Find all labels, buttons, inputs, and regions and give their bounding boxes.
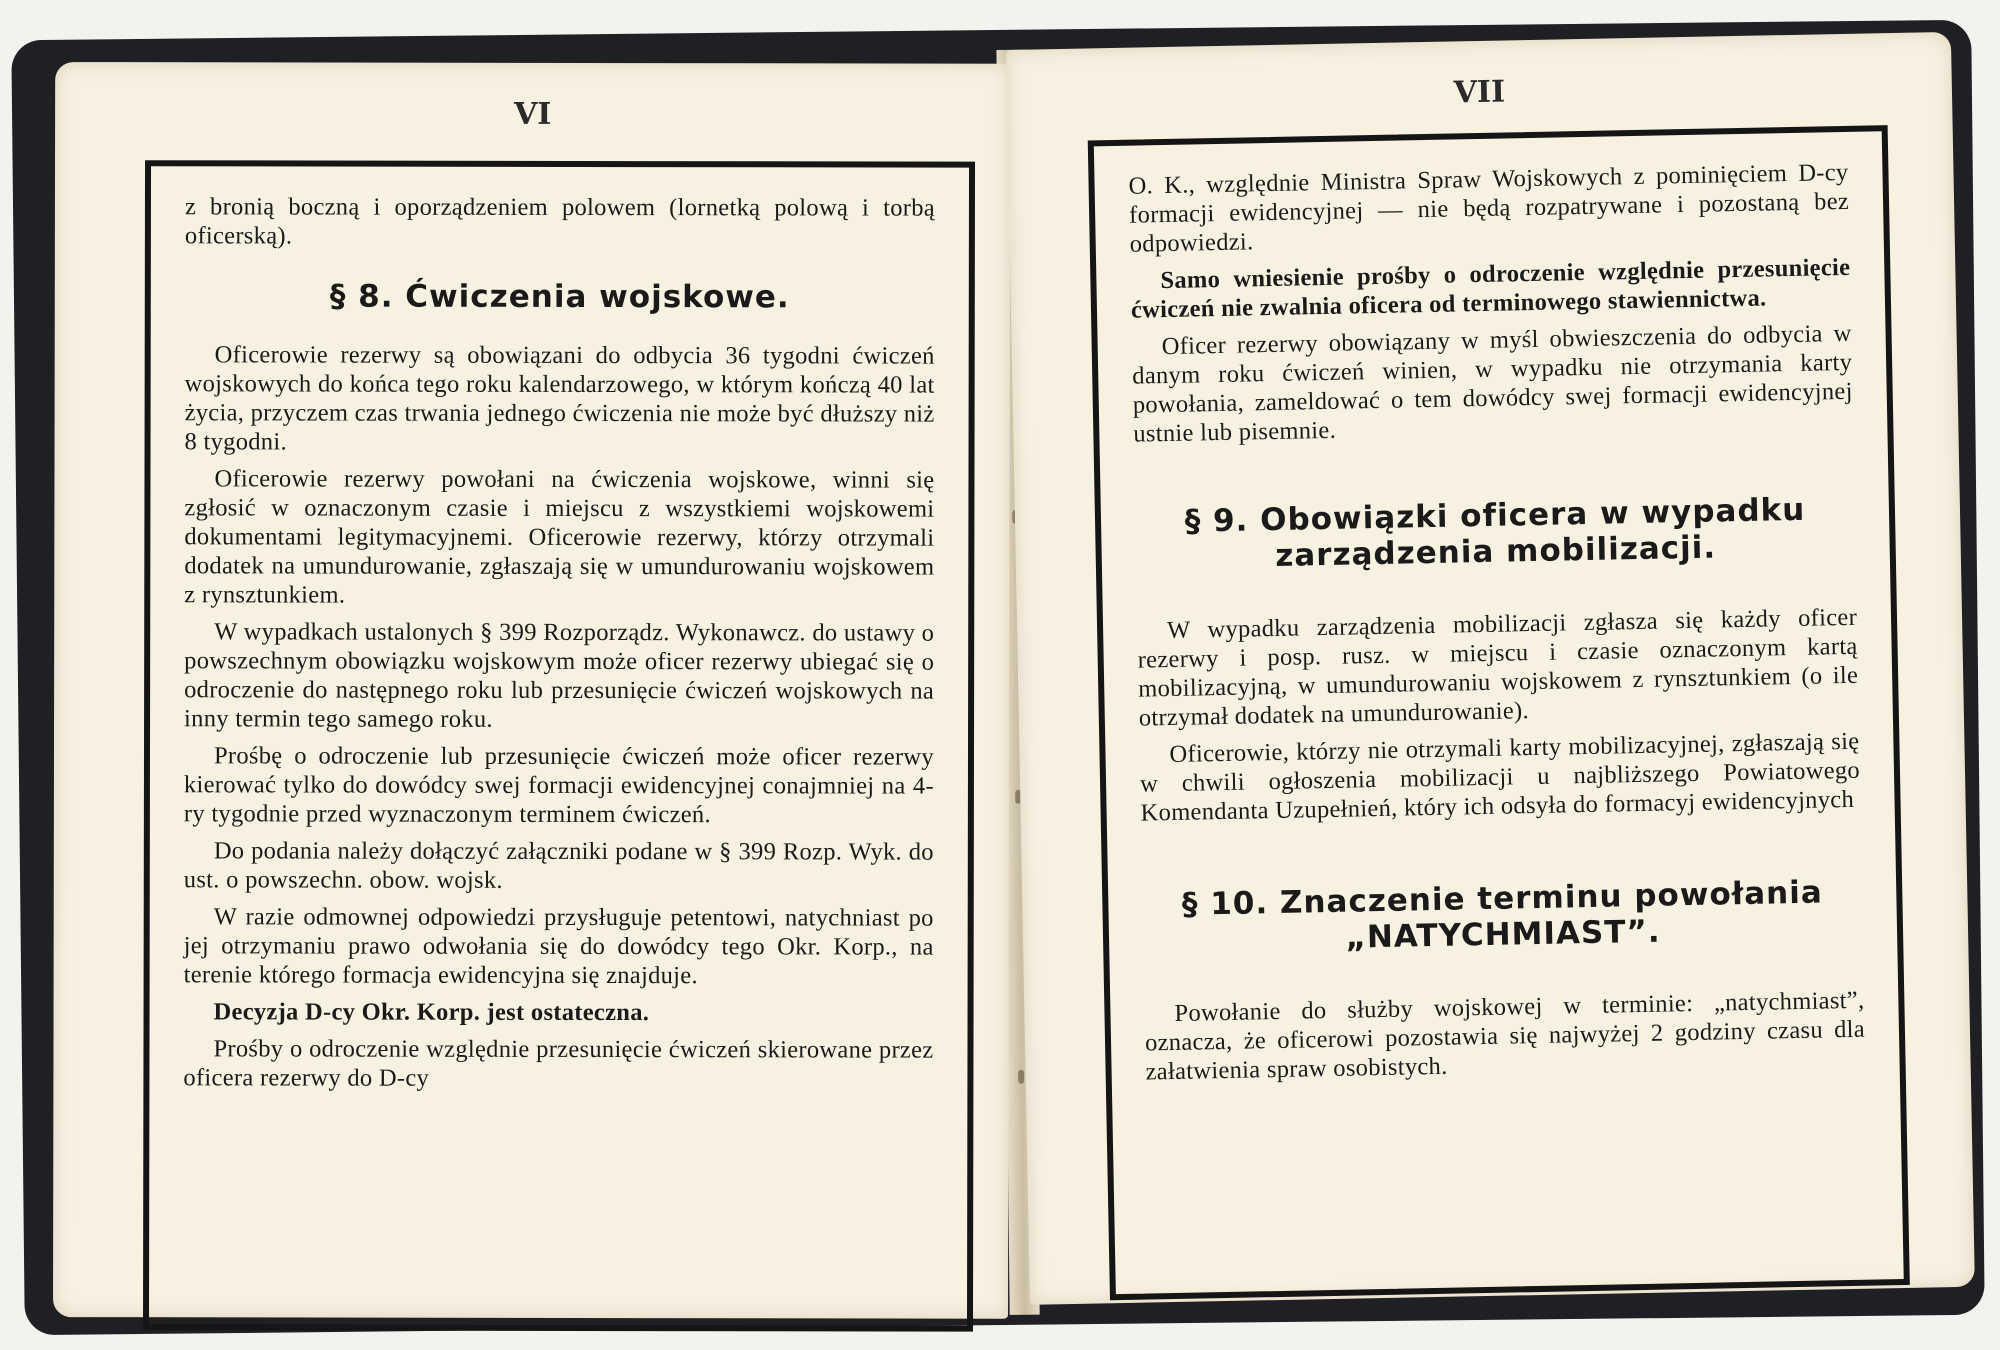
right-page: [1006, 32, 1975, 1305]
section-8-heading: § 8. Ćwiczenia wojskowe.: [329, 278, 790, 316]
continued-paragraph: Prośby o odroczenie względnie przesunięcie ćwiczeń skierowane przez oficera rezerwy do D-cy: [183, 1035, 934, 1092]
page-number-left: VI: [513, 96, 552, 132]
section-8-paragraph: W razie odmownej odpowiedzi przysługuje petentowi, natychniast po jej otrzymaniu prawo odwołania się do dowódcy tego Okr. Korp., na terenie którego formacja ewidencyjna się znajduje.: [183, 903, 934, 990]
page-number-right: VII: [1453, 74, 1506, 111]
section-8-paragraph: Oficerowie rezerwy są obowiązani do odbycia 36 tygodni ćwiczeń wojskowych do końca tego roku kalendarzowego, w którym kończą 40 lat życia, przyczem czas trwania jednego ćwiczenia nie może być dłuższy niż 8 tygodni.: [184, 341, 935, 456]
section-10-paragraph: Powołanie do służby wojskowej w terminie: „natychmiast”, oznacza, że oficerowi pozostawia się najwyżej 2 godziny czasu dla załatwienia spraw osobistych.: [1144, 986, 1866, 1086]
decision-statement: Decyzja D-cy Okr. Korp. jest ostateczna.: [213, 998, 650, 1027]
section-9-paragraph: Oficerowie, którzy nie otrzymali karty mobilizacyjnej, zgłaszają się w chwili ogłoszenia mobilizacji u najbliższego Powiatowego Komendanta Uzupełnień, który ich odsyła do formacyj ewidencyjnych: [1139, 727, 1861, 827]
officer-duty-paragraph: Oficer rezerwy obowiązany w myśl obwieszczenia do odbycia w danym roku ćwiczeń winien, w wypadku nie otrzymania karty powołania, zameldować o tem dowódcy swej formacji ewidencyjnej ustnie lub pisemnie.: [1131, 319, 1853, 448]
section-10-heading: § 10. Znaczenie terminu powołania „NATYCHMIAST”.: [1181, 874, 1824, 956]
bold-notice-paragraph: Samo wniesienie prośby o odroczenie względnie przesunięcie ćwiczeń nie zwalnia oficera od terminowego stawiennictwa.: [1130, 253, 1851, 324]
booklet-cover: [11, 20, 1984, 1335]
section-9-heading: § 9. Obowiązki oficera w wypadku zarządzenia mobilizacji.: [1184, 491, 1806, 574]
section-8-paragraph: W wypadkach ustalonych § 399 Rozporządz. Wykonawcz. do ustawy o powszechnym obowiązku wojskowym może oficer rezerwy ubiegać się o odroczenie do następnego roku lub przesunięcie ćwiczeń wojskowych na inny termin tego samego roku.: [184, 618, 935, 733]
left-page: [53, 62, 1010, 1319]
section-9-paragraph: W wypadku zarządzenia mobilizacji zgłasza się każdy oficer rezerwy i posp. rusz. w miejscu i czasie oznaczonym kartą mobilizacyjną, w umundurowaniu wojskowem z rynsztunkiem (o ile otrzymał dodatek na umundurowanie).: [1137, 603, 1859, 732]
right-text-frame: [1088, 125, 1910, 1300]
section-8-paragraph: Prośbę o odroczenie lub przesunięcie ćwiczeń może oficer rezerwy kierować tylko do dowódcy swej formacji ewidencyjnej conajmniej na 4-ry tygodnie przed wyznaczonym terminem ćwiczeń.: [183, 742, 935, 829]
section-8-paragraph: Oficerowie rezerwy powołani na ćwiczenia wojskowe, winni się zgłosić w oznaczonym czasie i miejscu z wszystkiemi wojskowemi dokumentami legitymacyjnemi. Oficerowie rezerwy, którzy otrzymali dodatek na umundurowanie, zgłaszają się w umundurowaniu wojskowem z rynsztunkiem.: [184, 465, 935, 609]
left-text-frame: [143, 160, 975, 1331]
right-intro-text: O. K., względnie Ministra Spraw Wojskowych z pominięciem D-cy formacji ewidencyjnej — nie będą rozpatrywane i pozostaną bez odpowiedzi.: [1128, 158, 1850, 258]
section-8-paragraph: Do podania należy dołączyć załączniki podane w § 399 Rozp. Wyk. do ust. o powszechn. obow. wojsk.: [183, 837, 934, 894]
binding-stitch: [1018, 1070, 1024, 1084]
left-intro-text: z bronią boczną i oporządzeniem polowem (lornetką polową i torbą oficerską).: [184, 193, 935, 250]
